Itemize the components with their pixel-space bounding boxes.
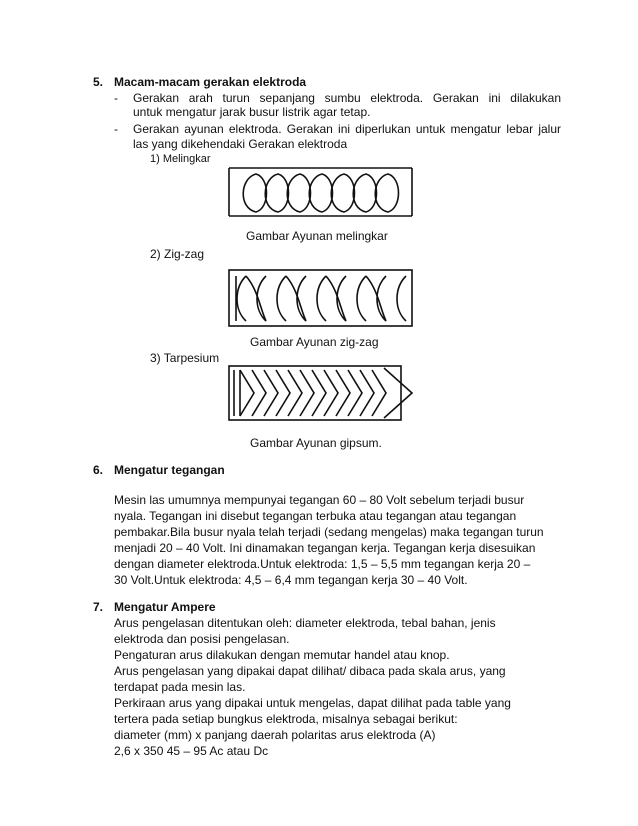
section-6-text-line: 30 Volt.Untuk elektroda: 4,5 – 6,4 mm tegangan kerja 30 – 40 Volt. xyxy=(114,573,468,587)
section-7-text-line: Arus pengelasan ditentukan oleh: diameter elektroda, tebal bahan, jenis xyxy=(114,616,496,630)
section-7-text-line: terdapat pada mesin las. xyxy=(114,680,246,694)
section-7-number: 7. xyxy=(93,600,104,614)
figure-zigzag-weave xyxy=(226,266,416,330)
section-7-text-line: Pengaturan arus dilakukan dengan memutar handel atau knop. xyxy=(114,648,450,662)
section-7-text-line: diameter (mm) x panjang daerah polaritas arus elektroda (A) xyxy=(114,728,436,742)
section-7-title: Mengatur Ampere xyxy=(114,600,216,614)
bullet-2-line-1: Gerakan ayunan elektroda. Gerakan ini diperlukan untuk mengatur lebar jalur xyxy=(133,122,561,136)
item-label-zigzag: 2) Zig-zag xyxy=(150,247,205,261)
item-label-tarpesium: 3) Tarpesium xyxy=(150,351,220,365)
caption-tarpesium: Gambar Ayunan gipsum. xyxy=(250,436,382,450)
section-6-text-line: pembakar.Bila busur nyala telah terjadi (sedang mengelas) maka tegangan turun xyxy=(114,525,544,539)
section-7-text-line: Arus pengelasan yang dipakai dapat dilihat/ dibaca pada skala arus, yang xyxy=(114,664,506,678)
section-6-number: 6. xyxy=(93,463,104,477)
section-6-text-line: nyala. Tegangan ini disebut tegangan terbuka atau tegangan atau tegangan xyxy=(114,509,517,523)
section-6-title: Mengatur tegangan xyxy=(114,463,225,477)
section-5-title: Macam-macam gerakan elektroda xyxy=(114,75,307,89)
caption-zigzag: Gambar Ayunan zig-zag xyxy=(250,335,379,349)
section-7-text-line: elektroda dan posisi pengelasan. xyxy=(114,632,290,646)
section-7-text-line: tertera pada setiap bungkus elektroda, misalnya sebagai berikut: xyxy=(114,712,458,726)
item-label-melingkar: 1) Melingkar xyxy=(150,153,211,165)
figure-trapezoid-weave xyxy=(226,362,418,426)
section-6-text-line: dengan diameter elektroda.Untuk elektroda: 1,5 – 5,5 mm tegangan kerja 20 – xyxy=(114,557,531,571)
section-5-number: 5. xyxy=(93,75,104,89)
caption-melingkar: Gambar Ayunan melingkar xyxy=(246,229,388,243)
bullet-1-line-2: untuk mengatur jarak busur listrik agar tetap. xyxy=(133,105,371,119)
section-7-text-line: Perkiraan arus yang dipakai untuk mengelas, dapat dilihat pada table yang xyxy=(114,696,511,710)
bullet-dash: - xyxy=(114,91,118,105)
section-7-text-line: 2,6 x 350 45 – 95 Ac atau Dc xyxy=(114,744,269,758)
section-6-text-line: Mesin las umumnya mempunyai tegangan 60 – 80 Volt sebelum terjadi busur xyxy=(114,493,525,507)
figure-circular-weave xyxy=(226,160,416,222)
bullet-2-line-2: las yang dikehendaki Gerakan elektroda xyxy=(133,137,348,151)
bullet-1-line-1: Gerakan arah turun sepanjang sumbu elektroda. Gerakan ini dilakukan xyxy=(133,91,561,105)
section-6-text-line: menjadi 20 – 40 Volt. Ini dinamakan tegangan kerja. Tegangan kerja disesuikan xyxy=(114,541,536,555)
bullet-dash: - xyxy=(114,122,118,136)
